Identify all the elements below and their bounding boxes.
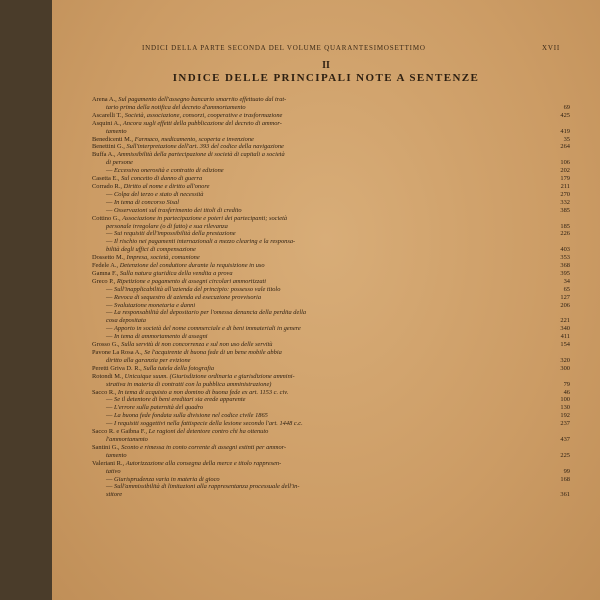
index-entry <box>92 96 570 104</box>
index-entry <box>92 270 570 278</box>
index-entry <box>92 159 570 167</box>
entry-title: Diritto al nome e diritto all'onore <box>123 182 210 190</box>
entry-page-number: 179 <box>560 175 570 183</box>
index-entry <box>92 128 570 136</box>
entry-page-number: 225 <box>560 451 570 459</box>
entry-author: Gamna F., <box>92 269 120 277</box>
entry-title: Associazione in partecipazione e poteri dei partecipanti; società <box>122 214 288 222</box>
entry-title: Revoca di sequestro di azienda ed esecuzione provvisoria <box>114 293 262 301</box>
entry-title: Giurisprudenza varia in materia di gioco <box>114 475 220 483</box>
entry-author: Dossetto M., <box>92 254 127 262</box>
entry-page-number: 437 <box>560 435 570 443</box>
entry-author: Greco P., <box>92 277 117 285</box>
entry-author: Benedicenti M., <box>92 135 135 143</box>
index-entry <box>92 468 570 476</box>
entry-page-number: 353 <box>560 254 570 262</box>
entry-title: tativo <box>106 467 121 475</box>
entry-title: Ripetizione e pagamento di assegni circolari ammortizzati <box>116 277 267 285</box>
entry-author: Benettini G., <box>92 143 127 151</box>
entry-author: Casetta E., <box>92 175 122 183</box>
entry-title: Sulla servitù di non concorrenza e sul non uso delle servitù <box>121 341 273 349</box>
index-entry <box>92 254 570 262</box>
entry-title: I requisiti soggettivi nella fattispecie della lesione secondo l'art. 1448 c.c. <box>114 420 303 428</box>
entry-title: Le ragioni del detentore contro chi ha ottenuto <box>148 428 269 436</box>
running-header <box>142 44 560 52</box>
entry-title: Il rischio nei pagamenti internazionali a mezzo clearing e la responsa- <box>114 238 296 246</box>
entry-title: tamento <box>106 451 127 459</box>
entry-title: Ancora sugli effetti della pubblicazione del decreto di ammor- <box>122 119 282 127</box>
entry-author: — <box>106 309 114 317</box>
index-entry <box>92 444 570 452</box>
index-entry <box>92 476 570 484</box>
entry-title: diritto alla garanzia per evizione <box>106 356 191 364</box>
index-entry <box>92 389 570 397</box>
index-entry <box>92 436 570 444</box>
entry-page-number: 106 <box>560 159 570 167</box>
index-entry <box>92 325 570 333</box>
entry-title: Società, associazione, consorzi, cooperative e trasformazione <box>124 111 283 119</box>
entry-page-number: 185 <box>560 222 570 230</box>
entry-author: Asquini A., <box>92 119 123 127</box>
entry-author: Rotondi M., <box>92 372 125 380</box>
entry-page-number: 320 <box>560 356 570 364</box>
entry-title: Sul concetto di danno di guerra <box>121 175 203 183</box>
index-entry <box>92 262 570 270</box>
entry-author: Santini G., <box>92 443 122 451</box>
entry-title: Ammissibilità della partecipazione di società di capitali a società <box>117 151 285 159</box>
entry-page-number: 65 <box>563 285 570 293</box>
index-entry <box>92 246 570 254</box>
entry-author: — <box>106 483 114 491</box>
index-entry <box>92 136 570 144</box>
entry-title: Detenzione del conduttore durante la requisizione in uso <box>119 262 265 270</box>
index-entry <box>92 309 570 317</box>
entry-page-number: 264 <box>560 143 570 151</box>
entry-title: personale irregolare (o di fatto) e sua rilevanza <box>106 222 228 230</box>
entry-title: cosa depositata <box>106 317 146 325</box>
entry-author: — <box>106 325 114 333</box>
index-entry <box>92 286 570 294</box>
entry-page-number: 403 <box>560 246 570 254</box>
entry-page-number: 395 <box>560 269 570 277</box>
entry-author: — <box>106 396 114 404</box>
index-entry <box>92 207 570 215</box>
entry-title: In tema di concorso Sisal <box>114 198 179 206</box>
index-entry <box>92 302 570 310</box>
entry-page-number: 130 <box>560 404 570 412</box>
entry-author: — <box>106 293 114 301</box>
entry-author: — <box>106 206 114 214</box>
page-number: XVII <box>542 44 560 52</box>
index-entry <box>92 404 570 412</box>
entry-title: In tema di ammortamento di assegni <box>114 333 208 341</box>
entry-title: Sui requisiti dell'impossibilità della prestazione <box>114 230 236 238</box>
entry-page-number: 46 <box>563 388 570 396</box>
entry-author: — <box>106 412 114 420</box>
index-entry <box>92 491 570 499</box>
index-entry <box>92 215 570 223</box>
index-entry <box>92 191 570 199</box>
index-entry <box>92 460 570 468</box>
entry-title: Sulla natura giuridica della vendita a prova <box>119 269 233 277</box>
index-entry <box>92 373 570 381</box>
entry-author: — <box>106 238 114 246</box>
index-entry <box>92 230 570 238</box>
entry-page-number: 237 <box>560 420 570 428</box>
entry-title: Impresa, società, comunione <box>126 254 200 262</box>
entry-author: — <box>106 285 114 293</box>
entry-page-number: 79 <box>563 380 570 388</box>
index-entry <box>92 238 570 246</box>
entry-title: Autorizzazione alla consegna della merce e titolo rappresen- <box>125 459 282 467</box>
entry-title: Apporto in società del nome commerciale e di beni immateriali in genere <box>114 325 301 333</box>
entry-page-number: 154 <box>560 341 570 349</box>
entry-title: Sul pagamento dell'assegno bancario smarrito effettuato dal trat- <box>118 96 287 103</box>
index-entry <box>92 167 570 175</box>
index-entry <box>92 199 570 207</box>
entry-author: Corrado R., <box>92 182 124 190</box>
entry-author: — <box>106 198 114 206</box>
entry-title: Farmaco, medicamento, scoperta e invenzione <box>134 135 254 143</box>
entry-author: — <box>106 167 114 175</box>
entry-page-number: 206 <box>560 301 570 309</box>
entry-title: In tema di acquisto a non domino di buona fede ex art. 1153 c. civ. <box>117 388 289 396</box>
entry-title: di persone <box>106 159 133 167</box>
entry-author: Cottino G., <box>92 214 123 222</box>
entry-author: Grosso G., <box>92 341 122 349</box>
entry-page-number: 419 <box>560 127 570 135</box>
index-entry <box>92 349 570 357</box>
entry-page-number: 361 <box>560 491 570 499</box>
index-entries <box>92 96 570 499</box>
entry-title: Sull'interpretazione dell'art. 393 del codice della navigazione <box>126 143 284 151</box>
entry-page-number: 425 <box>560 111 570 119</box>
entry-title: bilità degli uffici di compensazione <box>106 246 196 254</box>
entry-page-number: 270 <box>560 190 570 198</box>
entry-title: tario prima della notifica del decreto d'ammortamento <box>106 103 246 111</box>
entry-title: Sconto e rimessa in conto corrente di assegni estinti per ammor- <box>121 443 287 451</box>
index-entry <box>92 183 570 191</box>
entry-title: tamento <box>106 127 127 135</box>
entry-title: Sull'ammissibilità di limitazioni alla rappresentanza processuale dell'in- <box>114 483 300 491</box>
entry-page-number: 202 <box>560 167 570 175</box>
entry-title: Sull'inapplicabilità all'azienda del principio: possesso vale titolo <box>114 285 281 293</box>
entry-title: Eccessiva onerosità e contratto di edizione <box>114 167 224 175</box>
index-entry <box>92 175 570 183</box>
entry-page-number: 226 <box>560 230 570 238</box>
index-entry <box>92 120 570 128</box>
entry-page-number: 168 <box>560 475 570 483</box>
section-number: II <box>322 60 330 71</box>
entry-title: Svalutazione monetaria e danni <box>114 301 196 309</box>
entry-page-number: 127 <box>560 293 570 301</box>
entry-author: Peretti Griva D. R., <box>92 364 144 372</box>
entry-title: La responsabilità del depositario per l'omessa denuncia della perdita della <box>114 309 307 317</box>
entry-title: Osservazioni sul trasferimento dei titoli di credito <box>114 206 242 214</box>
entry-title: l'ammortamento <box>106 435 148 443</box>
entry-author: — <box>106 301 114 309</box>
entry-page-number: 385 <box>560 206 570 214</box>
entry-author: — <box>106 190 114 198</box>
entry-page-number: 211 <box>560 182 570 190</box>
entry-title: Sulla tutela della fotografia <box>143 364 215 372</box>
entry-page-number: 192 <box>560 412 570 420</box>
index-entry <box>92 143 570 151</box>
index-entry <box>92 357 570 365</box>
entry-title: Colpa del terzo e stato di necessità <box>114 190 204 198</box>
entry-author: Pavone La Rosa A., <box>92 349 145 356</box>
entry-title: Se l'acquirente di buona fede di un bene mobile abbia <box>144 349 282 356</box>
entry-page-number: 411 <box>560 333 570 341</box>
entry-title: strativa in materia di contratti con la pubblica amministrazione) <box>106 380 272 388</box>
index-entry <box>92 294 570 302</box>
index-entry <box>92 412 570 420</box>
entry-page-number: 332 <box>560 198 570 206</box>
entry-title: L'errore sulla paternità del quadro <box>114 404 204 412</box>
entry-page-number: 368 <box>560 262 570 270</box>
index-entry <box>92 278 570 286</box>
entry-page-number: 221 <box>560 317 570 325</box>
index-entry <box>92 420 570 428</box>
index-entry <box>92 381 570 389</box>
entry-author: Ascarelli T., <box>92 111 125 119</box>
entry-title: Unicuique suum. (Giurisdizione ordinaria e giurisdizione ammini- <box>124 372 295 380</box>
entry-author: — <box>106 475 114 483</box>
entry-page-number: 340 <box>560 325 570 333</box>
index-entry <box>92 365 570 373</box>
index-entry <box>92 452 570 460</box>
entry-author: Sacco R. e Gaibna F., <box>92 428 149 436</box>
entry-author: — <box>106 333 114 341</box>
entry-author: — <box>106 404 114 412</box>
entry-author: Arena A., <box>92 96 119 103</box>
running-title: INDICI DELLA PARTE SECONDA DEL VOLUME QUARANTESIMOSETTIMO <box>142 44 426 52</box>
entry-author: — <box>106 420 114 428</box>
entry-author: Buffa A., <box>92 151 118 159</box>
index-entry <box>92 341 570 349</box>
entry-page-number: 35 <box>563 135 570 143</box>
book-page <box>52 0 600 600</box>
index-entry <box>92 483 570 491</box>
section-title: INDICE DELLE PRINCIPALI NOTE A SENTENZE <box>172 72 480 84</box>
index-entry <box>92 317 570 325</box>
entry-page-number: 69 <box>563 103 570 111</box>
entry-author: Fedele A., <box>92 262 120 270</box>
index-entry <box>92 151 570 159</box>
index-entry <box>92 396 570 404</box>
entry-page-number: 99 <box>563 467 570 475</box>
index-entry <box>92 223 570 231</box>
entry-author: Valeriani R., <box>92 459 126 467</box>
entry-author: — <box>106 230 114 238</box>
index-entry <box>92 104 570 112</box>
entry-page-number: 100 <box>560 396 570 404</box>
entry-page-number: 300 <box>560 364 570 372</box>
entry-page-number: 34 <box>563 277 570 285</box>
index-entry <box>92 428 570 436</box>
entry-title: stitore <box>106 491 123 499</box>
entry-title: La buona fede fondata sulla divisione nel codice civile 1865 <box>114 412 268 420</box>
index-entry <box>92 333 570 341</box>
entry-title: Se il detentore di beni ereditari sia erede apparente <box>114 396 246 404</box>
index-entry <box>92 112 570 120</box>
entry-author: Sacco R., <box>92 388 118 396</box>
